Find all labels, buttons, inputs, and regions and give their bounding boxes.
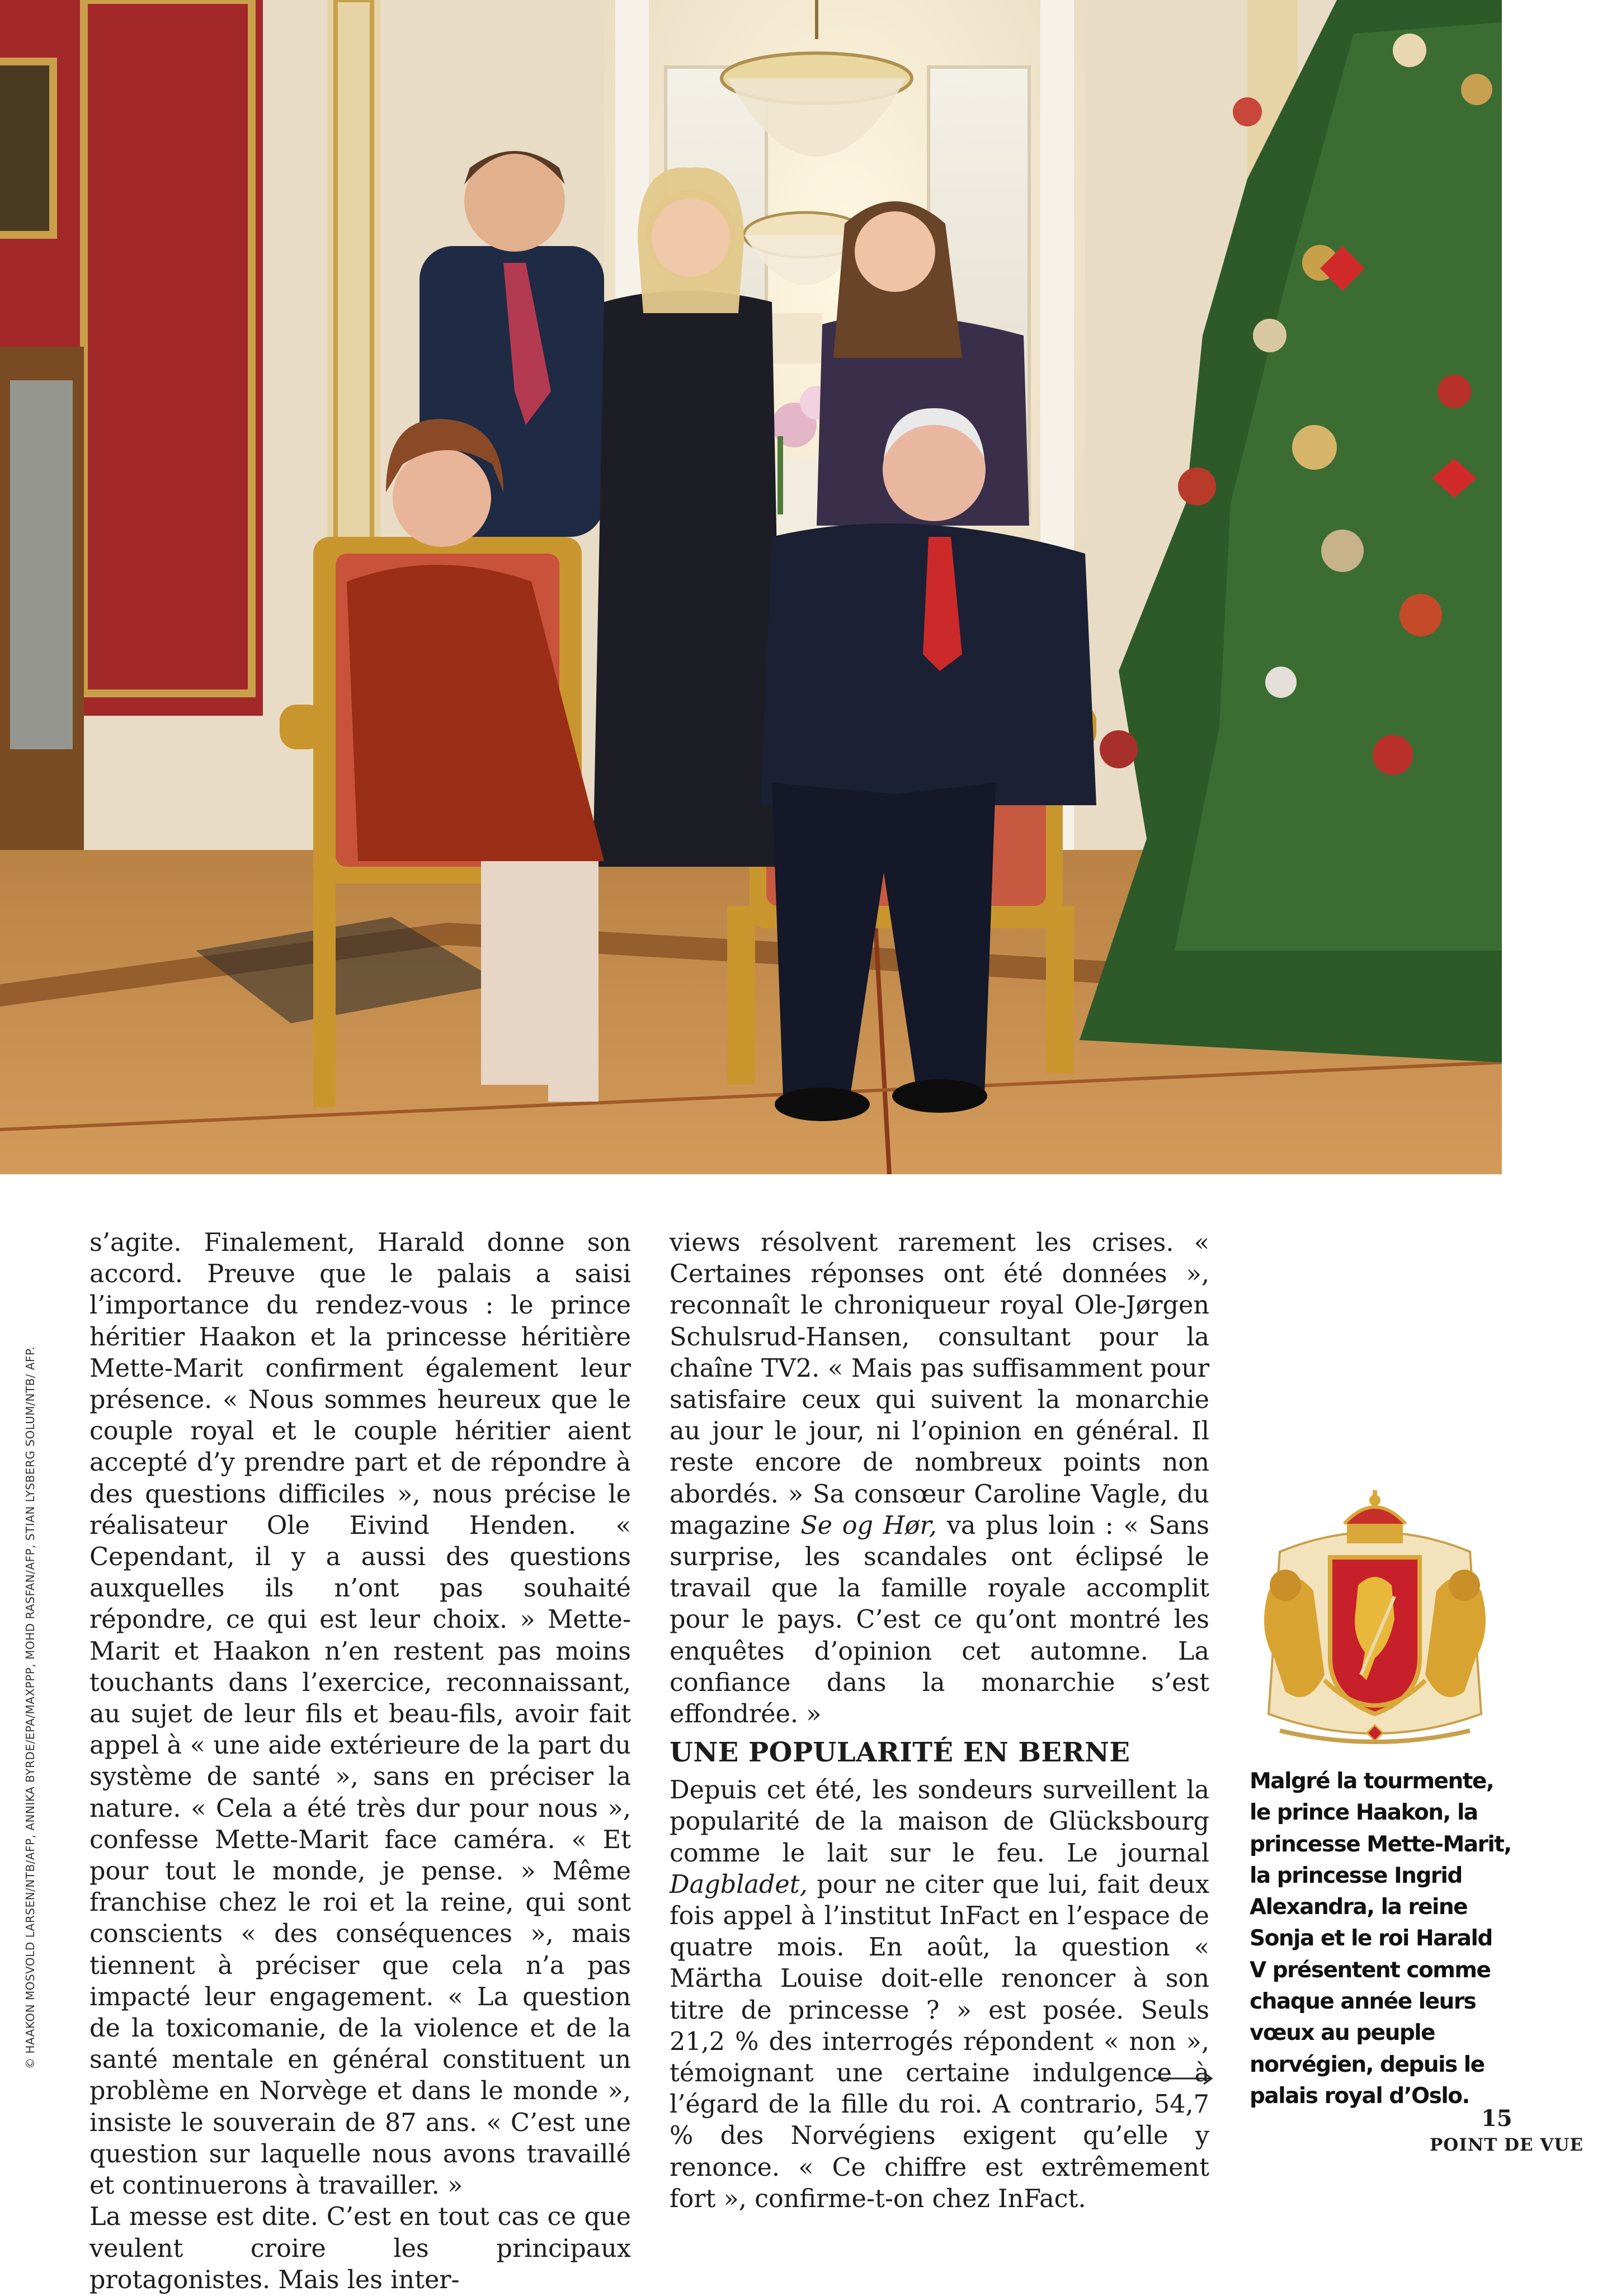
norway-coat-of-arms [1246, 1490, 1504, 1759]
royal-family-photo [0, 0, 1502, 1174]
paragraph: Depuis cet été, les sondeurs surveillent la popularité de la maison de Glücksbourg comme le lait sur le feu. Le journal Dagbladet, pour ne citer que lui, fait deux fois appel à l’institut InFact en l’espace de quatre mois. En août, la question « Märtha Louise doit-elle renoncer à son titre de princesse ? » est posée. Seuls 21,2 % des interrogés répondent « non », témoignant une certaine indulgence à l’égard de la fille du roi. A contrario, 54,7 % des Norvégiens exigent qu’elle y renonce. « Ce chiffre est extrêmement fort », confirme-t-on chez InFact. [670, 1776, 1209, 2213]
paragraph: s’agite. Finalement, Harald donne son accord. Preuve que le palais a saisi l’importance du rendez-vous : le prince héritier Haakon et la princesse héritière Mette-Marit confirment également leur présence. « Nous sommes heureux que le couple royal et le couple héritier aient accepté d’y prendre part et de répondre à des questions difficiles », nous précise le réalisateur Ole Eivind Henden. « Cependant, il y a aussi des questions auxquelles ils n’ont pas souhaité répondre, ce qui est leur choix. » Mette-Marit et Haakon n’en restent pas moins touchants dans l’exercice, reconnaissant, au sujet de leur fils et beau-fils, avoir fait appel à « une aide extérieure de la part du système de santé », sans en préciser la nature. « Cela a été très dur pour nous », confesse Mette-Marit face caméra. « Et pour tout le monde, je pense. » Même franchise chez le roi et la reine, qui sont conscients « des conséquences », mais tiennent à préciser que cela n’a pas impacté leur engagement. « La question de la toxicomanie, de la violence et de la santé mentale en général constituent un problème en Norvège et dans le monde », insiste le souverain de 87 ans. « C’est une question sur laquelle nous avons travaillé et continuerons à travailler. » [89, 1229, 631, 2200]
magazine-title: Se og Hør, [800, 1511, 937, 1540]
photo-credit: © HAAKON MOSVOLD LARSEN/NTB/AFP, ANNIKA BYRDE/EPA/MAXPPP, MOHD RASFAN/AFP, STIAN LYSBERG SOLUM/NTB/ AFP. [23, 1346, 37, 2069]
photo-caption: Malgré la tourmente, le prince Haakon, la princesse Mette-Marit, la princesse Ingrid Alexandra, la reine Sonja et le roi Harald V présentent comme chaque année leurs vœux au peuple norvégien, depuis le palais royal d’Oslo. [1250, 1769, 1511, 2109]
paragraph: views résolvent rarement les crises. « Certaines réponses ont été données », reconnaît le chroniqueur royal Ole-Jørgen Schulsrud-Hansen, consultant pour la chaîne TV2. « Mais pas suffisamment pour satisfaire ceux qui suivent la monarchie au jour le jour, ni l’opinion en général. Il reste encore de nombreux points non abordés. » Sa consœur Caroline Vagle, du magazine Se og Hør, va plus loin : « Sans surprise, les scandales ont éclipsé le travail que la famille royale accomplit pour le pays. C’est ce qu’ont montré les enquêtes d’opinion cet automne. La confiance dans la monarchie s’est effondrée. » [670, 1229, 1210, 1729]
newspaper-title: Dagbladet, [670, 1870, 808, 1899]
crown-icon [1344, 1490, 1406, 1543]
magazine-name: POINT DE VUE [1430, 2135, 1584, 2155]
page-number: 15 [1481, 2105, 1512, 2132]
continue-arrow-icon [1152, 2070, 1214, 2087]
article-column-2 [670, 1227, 1209, 2215]
paragraph: La messe est dite. C’est en tout cas ce que veulent croire les principaux protagonistes. Mais les inter- [89, 2203, 631, 2294]
article-column-1 [89, 1227, 631, 2296]
painting [0, 62, 53, 235]
section-heading: UNE POPULARITÉ EN BERNE [670, 1737, 1130, 1769]
